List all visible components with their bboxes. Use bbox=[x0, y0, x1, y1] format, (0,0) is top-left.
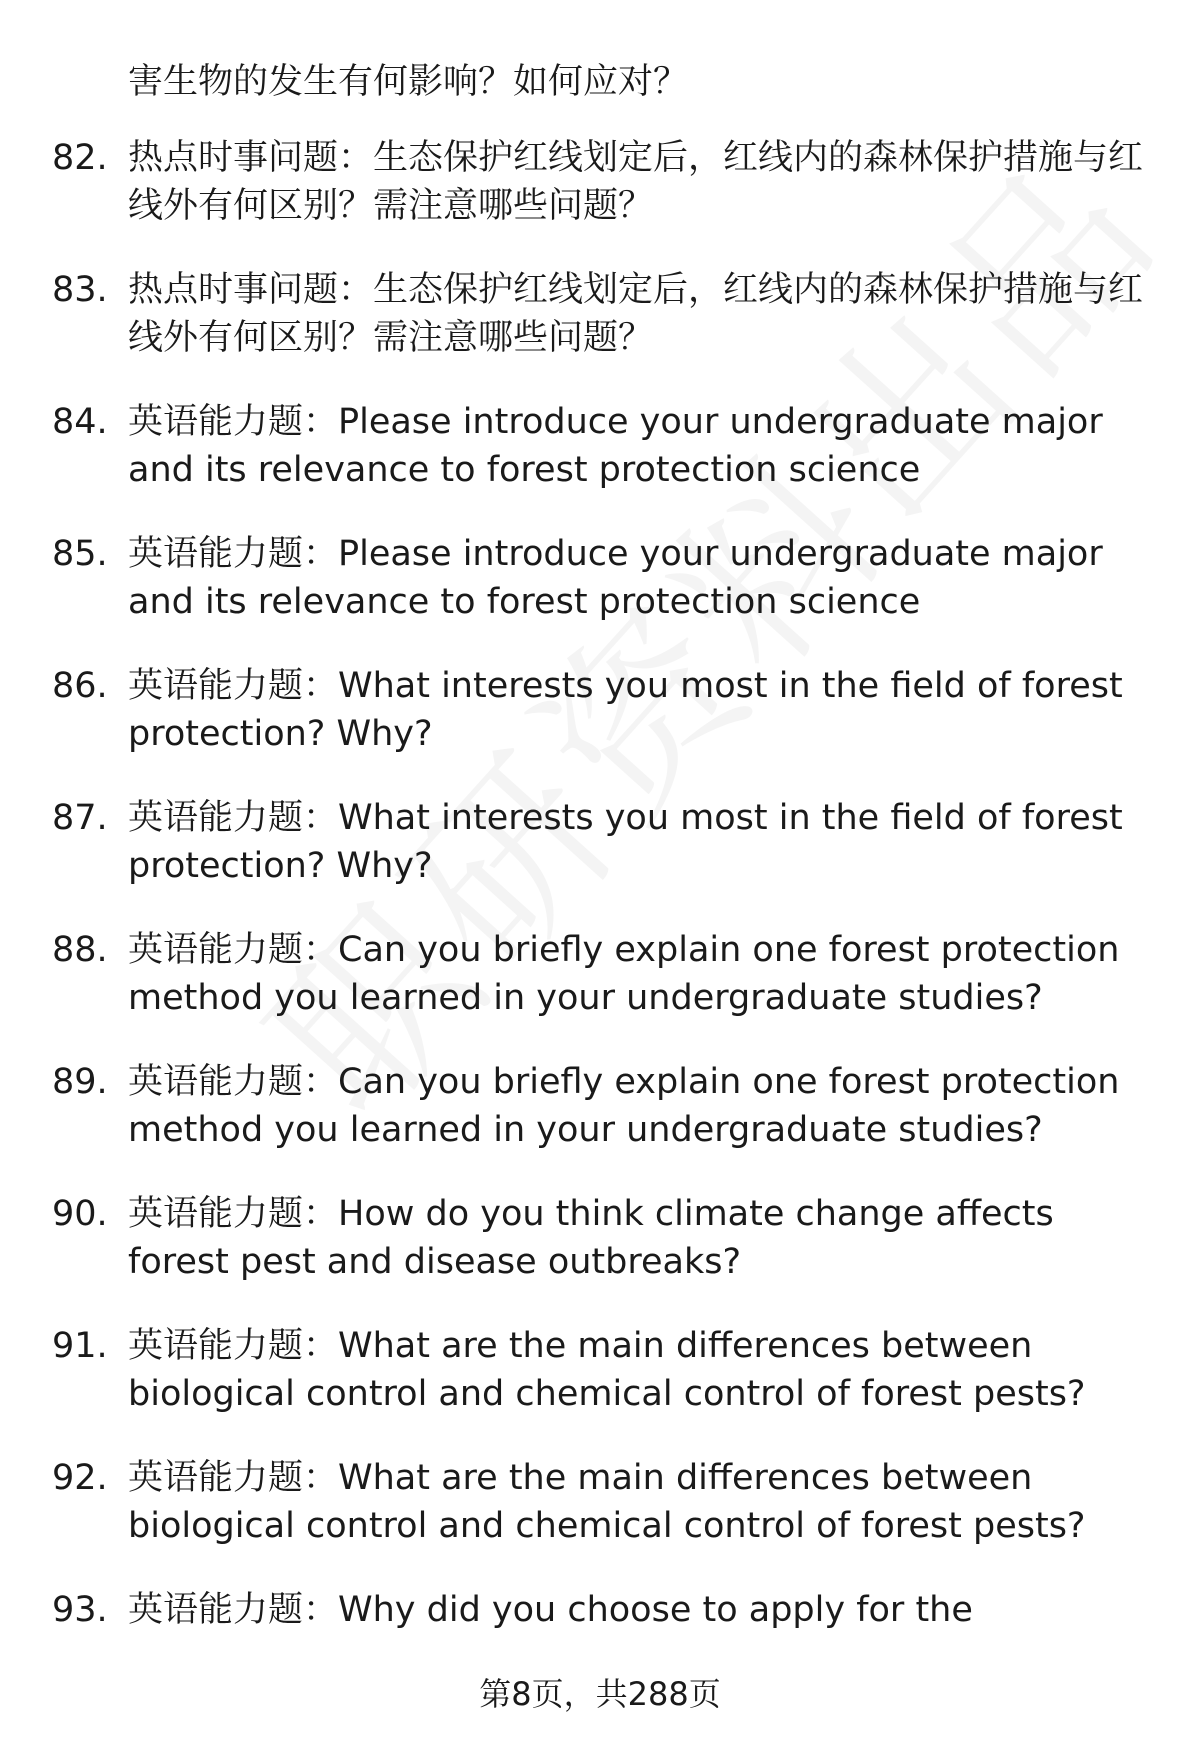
continuation-text: 害生物的发生有何影响？如何应对？ bbox=[128, 62, 689, 102]
question-text: 英语能力题：What are the main differences between biological control and chemical control of forest pests? bbox=[128, 1326, 1086, 1414]
question-number: 83. bbox=[52, 270, 108, 310]
question-text: 英语能力题：Why did you choose to apply for the bbox=[128, 1590, 973, 1630]
question-number: 82. bbox=[52, 138, 108, 178]
question-text: 英语能力题：What are the main differences between biological control and chemical control of forest pests? bbox=[128, 1458, 1086, 1546]
question-item-89 bbox=[0, 1058, 1200, 1190]
question-text: 英语能力题：Please introduce your undergraduate major and its relevance to forest protection science bbox=[128, 402, 1103, 490]
page-footer: 第8页，共288页 bbox=[479, 1675, 721, 1713]
question-number: 86. bbox=[52, 666, 108, 706]
question-number: 91. bbox=[52, 1326, 108, 1366]
question-text: 热点时事问题：生态保护红线划定后，红线内的森林保护措施与红线外有何区别？需注意哪些问题？ bbox=[128, 138, 1144, 226]
question-number: 88. bbox=[52, 930, 108, 970]
question-number: 85. bbox=[52, 534, 108, 574]
question-text: 英语能力题：What interests you most in the field of forest protection? Why? bbox=[128, 798, 1123, 886]
question-item-88 bbox=[0, 926, 1200, 1058]
question-item-90 bbox=[0, 1190, 1200, 1322]
question-number: 92. bbox=[52, 1458, 108, 1498]
question-number: 93. bbox=[52, 1590, 108, 1630]
question-list bbox=[0, 134, 1200, 1718]
question-text: 英语能力题：Can you briefly explain one forest protection method you learned in your undergraduate studies? bbox=[128, 930, 1120, 1018]
question-number: 84. bbox=[52, 402, 108, 442]
question-text: 英语能力题：Can you briefly explain one forest protection method you learned in your undergraduate studies? bbox=[128, 1062, 1120, 1150]
question-text: 英语能力题：How do you think climate change affects forest pest and disease outbreaks? bbox=[128, 1194, 1054, 1282]
question-item-83 bbox=[0, 266, 1200, 398]
question-text: 英语能力题：What interests you most in the field of forest protection? Why? bbox=[128, 666, 1123, 754]
question-number: 89. bbox=[52, 1062, 108, 1102]
question-text: 热点时事问题：生态保护红线划定后，红线内的森林保护措施与红线外有何区别？需注意哪些问题？ bbox=[128, 270, 1144, 358]
question-item-82 bbox=[0, 134, 1200, 266]
question-number: 87. bbox=[52, 798, 108, 838]
question-number: 90. bbox=[52, 1194, 108, 1234]
question-item-87 bbox=[0, 794, 1200, 926]
question-item-91 bbox=[0, 1322, 1200, 1454]
question-item-85 bbox=[0, 530, 1200, 662]
question-text: 英语能力题：Please introduce your undergraduate major and its relevance to forest protection science bbox=[128, 534, 1103, 622]
question-item-86 bbox=[0, 662, 1200, 794]
question-item-92 bbox=[0, 1454, 1200, 1586]
question-item-84 bbox=[0, 398, 1200, 530]
